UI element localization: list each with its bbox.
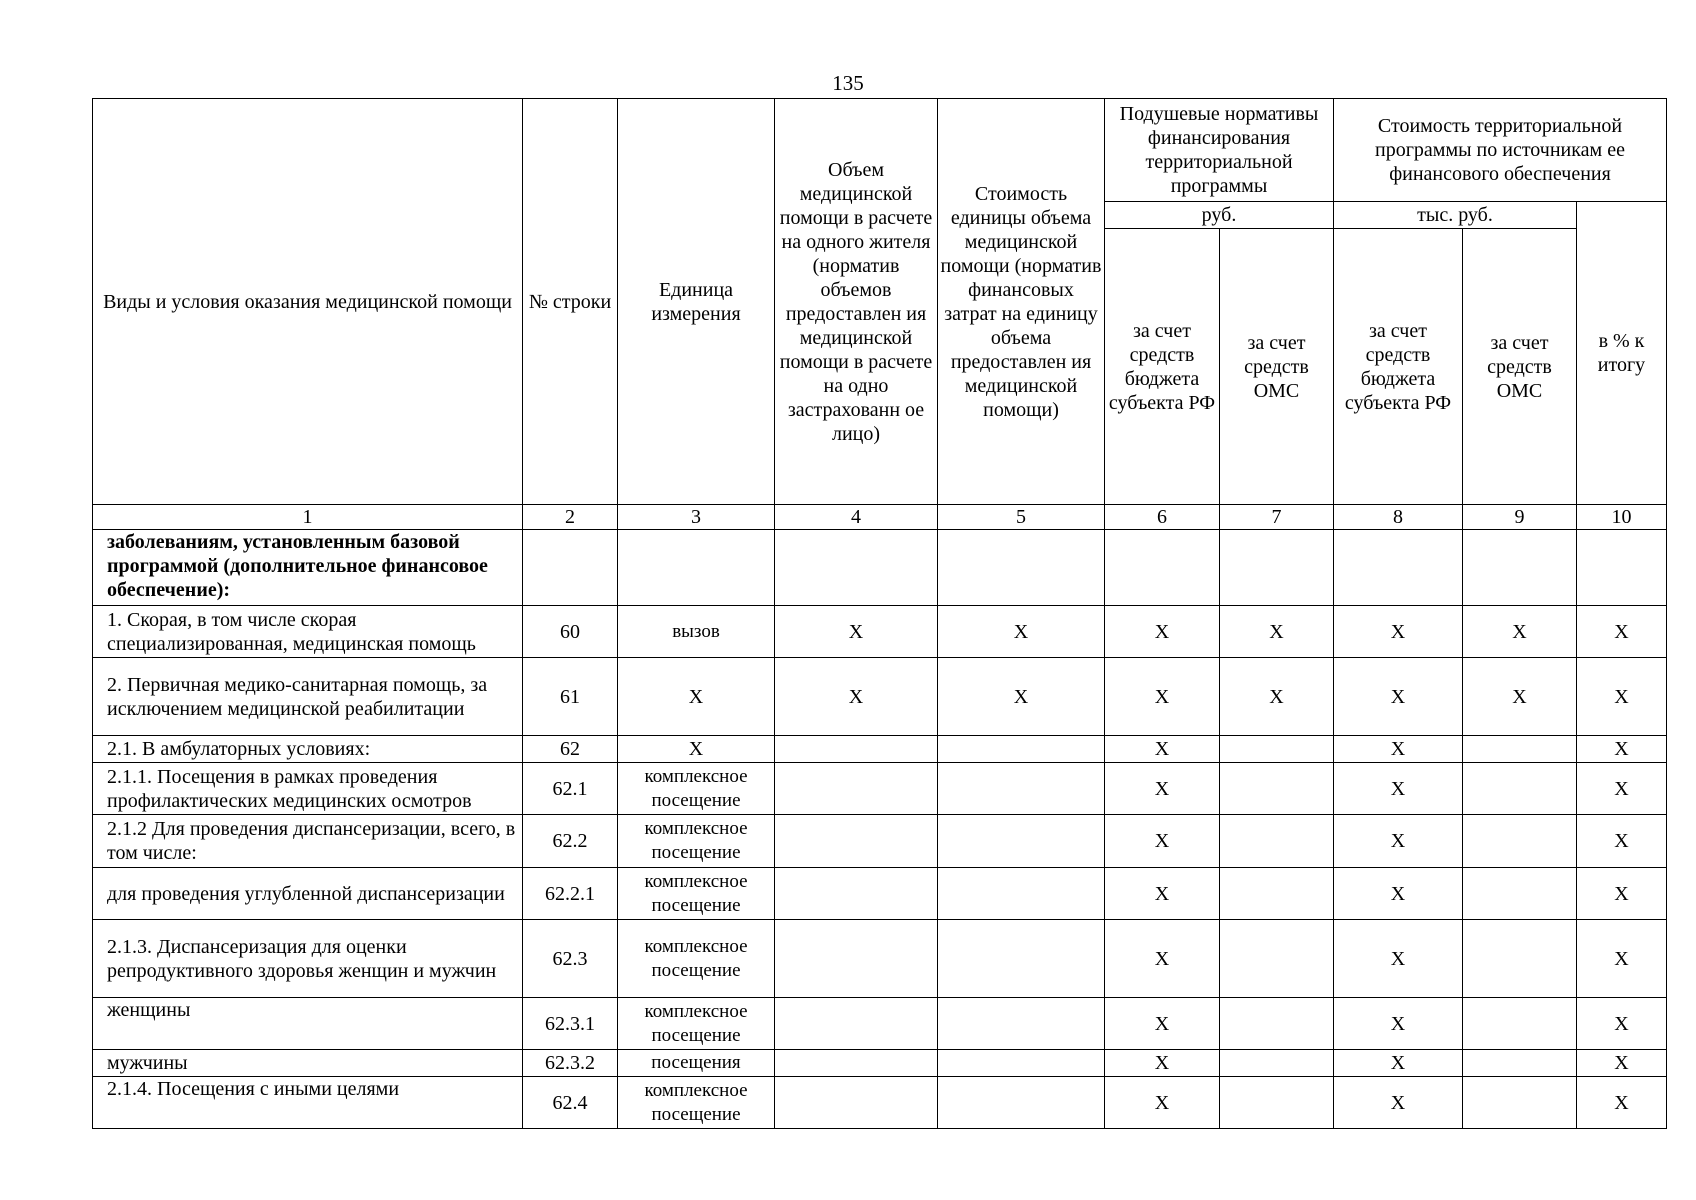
row-name: женщины	[93, 998, 523, 1050]
row-cell: Х	[1334, 998, 1463, 1050]
row-number: 60	[523, 606, 618, 658]
row-cell	[1577, 530, 1667, 606]
table-row	[93, 815, 1667, 868]
header-row-number: № строки	[523, 99, 618, 505]
row-cell	[938, 1077, 1105, 1129]
row-cell: Х	[1334, 658, 1463, 736]
row-cell: Х	[1334, 1050, 1463, 1077]
row-cell	[775, 530, 938, 606]
row-cell: Х	[938, 606, 1105, 658]
row-unit: комплексное посещение	[618, 815, 775, 868]
row-cell: Х	[1577, 998, 1667, 1050]
row-name: 1. Скорая, в том числе скорая специализированная, медицинская помощь	[93, 606, 523, 658]
column-number: 2	[523, 505, 618, 530]
header-oms-per-capita: за счет средств ОМС	[1220, 229, 1334, 505]
row-number: 62	[523, 736, 618, 763]
row-cell	[1220, 868, 1334, 920]
row-cell	[1463, 868, 1577, 920]
row-cell: Х	[1105, 763, 1220, 815]
row-cell	[775, 1077, 938, 1129]
table-row	[93, 658, 1667, 736]
row-name: 2.1.2 Для проведения диспансеризации, всего, в том числе:	[93, 815, 523, 868]
header-per-capita-normatives: Подушевые нормативы финансирования территориальной программы	[1105, 99, 1334, 202]
row-name: мужчины	[93, 1050, 523, 1077]
column-number: 7	[1220, 505, 1334, 530]
header-unit-thous-rub: тыс. руб.	[1334, 202, 1577, 229]
header-unit-rub: руб.	[1105, 202, 1334, 229]
row-number: 62.3.1	[523, 998, 618, 1050]
row-name: заболеваниям, установленным базовой программой (дополнительное финансовое обеспечение):	[93, 530, 523, 606]
table-row	[93, 530, 1667, 606]
row-cell: Х	[938, 658, 1105, 736]
row-name: 2.1.4. Посещения с иными целями	[93, 1077, 523, 1129]
row-cell	[1334, 530, 1463, 606]
row-cell: Х	[1334, 868, 1463, 920]
row-cell: Х	[1334, 920, 1463, 998]
row-cell: Х	[775, 606, 938, 658]
row-cell: Х	[1577, 868, 1667, 920]
row-cell	[1463, 815, 1577, 868]
row-cell: Х	[1577, 920, 1667, 998]
row-cell	[1220, 763, 1334, 815]
row-cell: Х	[1105, 868, 1220, 920]
row-number: 62.3	[523, 920, 618, 998]
row-cell: Х	[1334, 815, 1463, 868]
row-cell	[938, 868, 1105, 920]
row-unit: Х	[618, 736, 775, 763]
row-cell	[1463, 530, 1577, 606]
row-cell: Х	[1105, 658, 1220, 736]
financing-table	[92, 98, 1667, 1129]
row-unit: комплексное посещение	[618, 998, 775, 1050]
table-body	[93, 530, 1667, 1129]
header-percent-of-total: в % к итогу	[1577, 202, 1667, 505]
row-cell	[1220, 736, 1334, 763]
row-cell	[1463, 998, 1577, 1050]
row-cell	[775, 763, 938, 815]
header-oms-cost: за счет средств ОМС	[1463, 229, 1577, 505]
row-cell	[1220, 530, 1334, 606]
row-number: 62.4	[523, 1077, 618, 1129]
row-cell: Х	[1577, 1077, 1667, 1129]
table-row	[93, 1050, 1667, 1077]
header-budget-per-capita: за счет средств бюджета субъекта РФ	[1105, 229, 1220, 505]
row-number	[523, 530, 618, 606]
row-cell	[1220, 998, 1334, 1050]
header-volume-per-resident: Объем медицинской помощи в расчете на одного жителя (норматив объемов предоставлен ия медицинской помощи в расчете на одно застрахованн ое лицо)	[775, 99, 938, 505]
row-cell: Х	[1463, 658, 1577, 736]
row-cell: Х	[1334, 1077, 1463, 1129]
row-cell: Х	[1577, 763, 1667, 815]
header-kinds-of-care: Виды и условия оказания медицинской помощи	[93, 99, 523, 505]
row-cell	[938, 815, 1105, 868]
row-number: 62.2.1	[523, 868, 618, 920]
row-cell	[1463, 763, 1577, 815]
row-name: 2.1.1. Посещения в рамках проведения профилактических медицинских осмотров	[93, 763, 523, 815]
row-cell: Х	[1334, 736, 1463, 763]
row-cell	[1463, 920, 1577, 998]
row-number: 62.1	[523, 763, 618, 815]
row-cell	[1220, 1077, 1334, 1129]
row-cell: Х	[1463, 606, 1577, 658]
column-number: 3	[618, 505, 775, 530]
row-cell: Х	[1105, 606, 1220, 658]
row-cell: Х	[1334, 763, 1463, 815]
row-cell: Х	[1105, 920, 1220, 998]
row-cell: Х	[775, 658, 938, 736]
row-cell	[938, 1050, 1105, 1077]
row-number: 62.2	[523, 815, 618, 868]
row-unit: комплексное посещение	[618, 920, 775, 998]
row-cell: Х	[1334, 606, 1463, 658]
row-unit: комплексное посещение	[618, 868, 775, 920]
row-cell: Х	[1105, 998, 1220, 1050]
row-cell: Х	[1220, 606, 1334, 658]
header-program-cost: Стоимость территориальной программы по источникам ее финансового обеспечения	[1334, 99, 1667, 202]
header-unit: Единица измерения	[618, 99, 775, 505]
column-number: 8	[1334, 505, 1463, 530]
column-number: 5	[938, 505, 1105, 530]
row-cell: Х	[1220, 658, 1334, 736]
row-number: 61	[523, 658, 618, 736]
row-cell	[938, 736, 1105, 763]
row-cell	[938, 530, 1105, 606]
row-cell	[1463, 1050, 1577, 1077]
table-row	[93, 1077, 1667, 1129]
row-cell: Х	[1577, 658, 1667, 736]
row-cell	[1220, 920, 1334, 998]
table-row	[93, 606, 1667, 658]
row-cell	[775, 998, 938, 1050]
row-name: для проведения углубленной диспансеризации	[93, 868, 523, 920]
table-row	[93, 763, 1667, 815]
column-number: 4	[775, 505, 938, 530]
row-cell	[1220, 1050, 1334, 1077]
row-cell: Х	[1577, 815, 1667, 868]
table-row	[93, 736, 1667, 763]
row-cell	[1463, 1077, 1577, 1129]
table-row	[93, 920, 1667, 998]
row-unit: комплексное посещение	[618, 1077, 775, 1129]
row-cell: Х	[1577, 736, 1667, 763]
column-number: 6	[1105, 505, 1220, 530]
row-cell	[1220, 815, 1334, 868]
row-cell: Х	[1105, 815, 1220, 868]
row-unit: посещения	[618, 1050, 775, 1077]
row-cell: Х	[1105, 1077, 1220, 1129]
row-cell	[938, 998, 1105, 1050]
row-cell	[938, 920, 1105, 998]
column-number: 10	[1577, 505, 1667, 530]
row-cell	[1463, 736, 1577, 763]
row-name: 2. Первичная медико-санитарная помощь, за исключением медицинской реабилитации	[93, 658, 523, 736]
row-cell	[775, 920, 938, 998]
row-name: 2.1.3. Диспансеризация для оценки репродуктивного здоровья женщин и мужчин	[93, 920, 523, 998]
row-cell	[775, 1050, 938, 1077]
row-cell	[938, 763, 1105, 815]
table-row	[93, 868, 1667, 920]
row-unit: комплексное посещение	[618, 763, 775, 815]
row-cell	[775, 868, 938, 920]
row-cell: Х	[1105, 736, 1220, 763]
table-header	[93, 99, 1667, 530]
row-cell	[775, 736, 938, 763]
row-cell: Х	[1105, 1050, 1220, 1077]
row-cell: Х	[1577, 606, 1667, 658]
row-cell: Х	[1577, 1050, 1667, 1077]
row-name: 2.1. В амбулаторных условиях:	[93, 736, 523, 763]
column-number: 1	[93, 505, 523, 530]
row-cell	[775, 815, 938, 868]
row-unit: вызов	[618, 606, 775, 658]
row-unit: Х	[618, 658, 775, 736]
header-budget-cost: за счет средств бюджета субъекта РФ	[1334, 229, 1463, 505]
row-cell	[1105, 530, 1220, 606]
table-row	[93, 998, 1667, 1050]
header-unit-cost: Стоимость единицы объема медицинской помощи (норматив финансовых затрат на единицу объема предоставлен ия медицинской помощи)	[938, 99, 1105, 505]
page-number: 135	[832, 71, 864, 95]
row-number: 62.3.2	[523, 1050, 618, 1077]
column-number: 9	[1463, 505, 1577, 530]
row-unit	[618, 530, 775, 606]
column-number-row	[93, 505, 1667, 530]
